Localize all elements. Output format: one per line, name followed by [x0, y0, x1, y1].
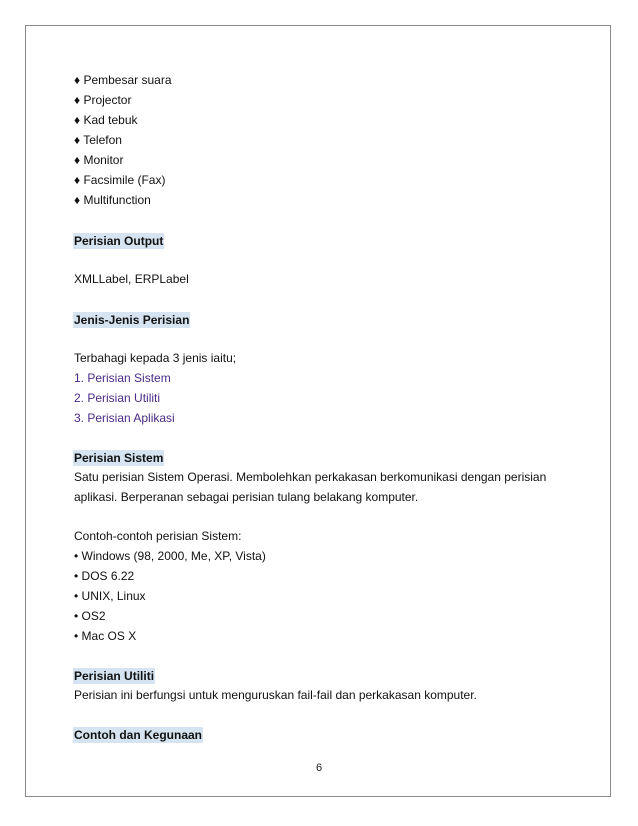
section-heading-perisian-output: Perisian Output	[74, 234, 164, 248]
list-item: 2. Perisian Utiliti	[74, 391, 161, 405]
list-item: 3. Perisian Aplikasi	[74, 411, 175, 425]
sistem-paragraph-line-2: aplikasi. Berperanan sebagai perisian tulang belakang komputer.	[74, 490, 419, 504]
list-item: ♦ Facsimile (Fax)	[74, 173, 166, 187]
list-item: ♦ Telefon	[74, 133, 122, 147]
list-item: ♦ Pembesar suara	[74, 73, 172, 87]
sistem-examples-title: Contoh-contoh perisian Sistem:	[74, 529, 242, 543]
list-item: • OS2	[74, 609, 106, 623]
perisian-output-text: XMLLabel, ERPLabel	[74, 272, 189, 286]
section-heading-jenis-perisian: Jenis-Jenis Perisian	[74, 313, 190, 327]
sistem-paragraph-line-1: Satu perisian Sistem Operasi. Membolehkan perkakasan berkomunikasi dengan perisian	[74, 470, 547, 484]
list-item: ♦ Multifunction	[74, 193, 151, 207]
list-item: ♦ Monitor	[74, 153, 124, 167]
list-item: • Windows (98, 2000, Me, XP, Vista)	[74, 549, 266, 563]
list-item: ♦ Projector	[74, 93, 132, 107]
list-item: • UNIX, Linux	[74, 589, 146, 603]
section-heading-perisian-utiliti: Perisian Utiliti	[74, 669, 155, 683]
page-number: 6	[315, 762, 323, 774]
list-item: ♦ Kad tebuk	[74, 113, 138, 127]
jenis-intro: Terbahagi kepada 3 jenis iaitu;	[74, 351, 237, 365]
list-item: • Mac OS X	[74, 629, 137, 643]
list-item: 1. Perisian Sistem	[74, 371, 171, 385]
section-heading-perisian-sistem: Perisian Sistem	[74, 451, 164, 465]
utiliti-text: Perisian ini berfungsi untuk menguruskan fail-fail dan perkakasan komputer.	[74, 688, 477, 702]
section-heading-contoh-kegunaan: Contoh dan Kegunaan	[74, 728, 202, 742]
list-item: • DOS 6.22	[74, 569, 135, 583]
